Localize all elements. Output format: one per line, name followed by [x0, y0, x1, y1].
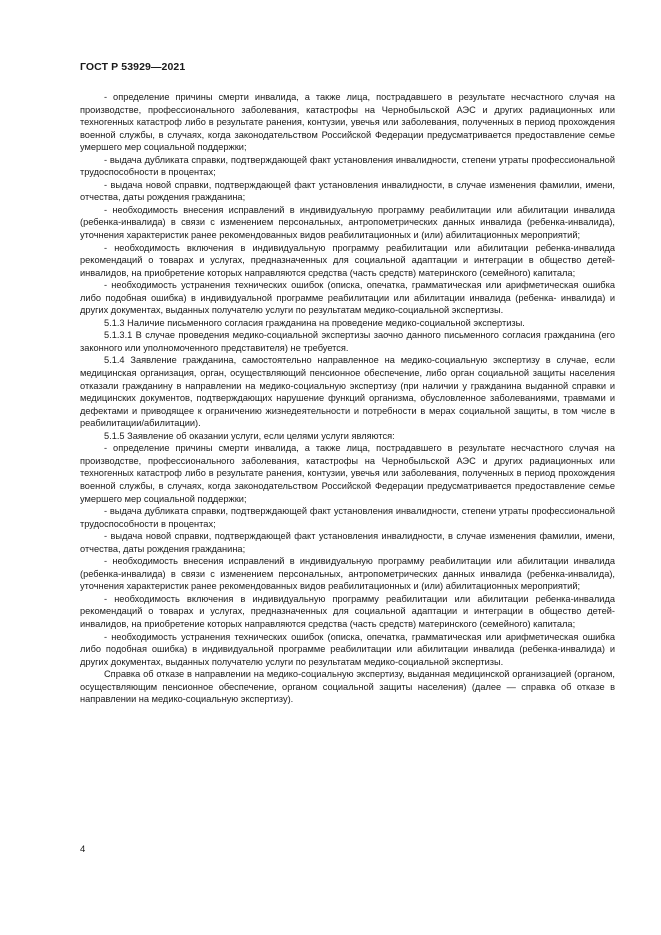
paragraph: - выдача новой справки, подтверждающей факт установления инвалидности, в случае изменения фамилии, имени, отчества, даты рождения гражданина; [80, 179, 615, 203]
section-5-1-4: 5.1.4 Заявление гражданина, самостоятельно направленное на медико-социальную экспертизу в случае, если медицинская организация, орган, осуществляющий пенсионное обеспечение, либо орган социальной защиты населения отказали гражданину в направлении на медико-социальную экспертизу (при наличии у гражданина выданной справки и медицинских документов, подтверждающих нарушение функций организма, обусловленное заболеваниями, травмами и дефектами и приводящее к ограничению жизнедеятельности и потребности в мерах социальной защиты, в том числе в реабилитации/абилитации). [80, 355, 615, 429]
paragraph: - выдача дубликата справки, подтверждающей факт установления инвалидности, степени утраты профессиональной трудоспособности в процентах; [80, 506, 615, 529]
paragraph: - необходимость устранения технических ошибок (описка, опечатка, грамматическая или арифметическая ошибка либо подобная ошибка) в индивидуальной программе реабилитации или абилитации инвалида (ребенка-инвалида) и других документах, выданных получателю услуги по результатам медико-социальной экспертизы. [80, 631, 615, 667]
paragraph: - необходимость внесения исправлений в индивидуальную программу реабилитации или абилитации инвалида (ребенка-инвалида) в связи с изменением персональных, антропометрических данных инвалида (ребенка-инвалида), уточнения характеристик ранее рекомендованных видов реабилитационных и (или) абилитационных мероприятий; [80, 556, 615, 592]
paragraph: - необходимость внесения исправлений в индивидуальную программу реабилитации или абилитации инвалида (ребенка-инвалида) в связи с изменением персональных, антропометрических данных инвалида (ребенка-инвалида), уточнения характеристик ранее рекомендованных видов реабилитационных и (или) абилитационных мероприятий; [80, 204, 615, 241]
paragraph: - определение причины смерти инвалида, а также лица, пострадавшего в результате несчастного случая на производстве, профессионального заболевания, катастрофы на Чернобыльской АЭС и других радиационных или техногенных катастроф либо в результате ранения, контузии, увечья или заболевания, полученных в период прохождения военной службы, в случаях, когда законодательством Российской Федерации предусматривается предоставление семье умершего мер социальной поддержки; [80, 92, 615, 153]
section-5-1-5: 5.1.5 Заявление об оказании услуги, если целями услуги являются: [104, 430, 395, 441]
paragraph: Справка об отказе в направлении на медико-социальную экспертизу, выданная медицинской организацией (органом, осуществляющим пенсионное обеспечение, органом социальной защиты населения) (далее — справка об отказе в направлении на медико-социальную экспертизу). [80, 669, 615, 705]
page-number: 4 [80, 844, 86, 855]
paragraph: - выдача дубликата справки, подтверждающей факт установления инвалидности, степени утраты профессиональной трудоспособности в процентах; [80, 154, 615, 178]
document-body [80, 91, 615, 706]
paragraph: - определение причины смерти инвалида, а также лица, пострадавшего в результате несчастного случая на производстве, профессионального заболевания, катастрофы на Чернобыльской АЭС и других радиационных или техногенных катастроф либо в результате ранения, контузии, увечья или заболевания, полученных в период прохождения военной службы, в случаях, когда законодательством Российской Федерации предусматривается предоставление семье умершего мер социальной поддержки; [80, 443, 615, 504]
paragraph: - необходимость включения в индивидуальную программу реабилитации или абилитации ребенка-инвалида рекомендаций о товарах и услугах, предназначенных для социальной адаптации и интеграции в общество детей-инвалидов, на приобретение которых направляются средства (часть средств) материнского (семейного) капитала; [80, 242, 615, 278]
section-5-1-3-1: 5.1.3.1 В случае проведения медико-социальной экспертизы заочно данного письменного согласия гражданина (его законного или уполномоченного представителя) не требуется. [80, 330, 615, 353]
paragraph: - выдача новой справки, подтверждающей факт установления инвалидности, в случае изменения фамилии, имени, отчества, даты рождения гражданина; [80, 531, 615, 554]
section-5-1-3: 5.1.3 Наличие письменного согласия гражданина на проведение медико-социальной экспертизы. [104, 317, 525, 328]
paragraph: - необходимость устранения технических ошибок (описка, опечатка, грамматическая или арифметическая ошибка либо подобная ошибка) в индивидуальной программе реабилитации или абилитации инвалида (ребенка- инвалида) и других документах, выданных получателю услуги по результатам медико-социальной экспертизы. [80, 280, 615, 316]
document-header: ГОСТ Р 53929—2021 [80, 61, 186, 73]
paragraph: - необходимость включения в индивидуальную программу реабилитации или абилитации ребенка-инвалида рекомендаций о товарах и услугах, предназначенных для социальной адаптации и интеграции в общество детей-инвалидов, на приобретение которых направляются средства (часть средств) материнского (семейного) капитала; [80, 593, 615, 629]
